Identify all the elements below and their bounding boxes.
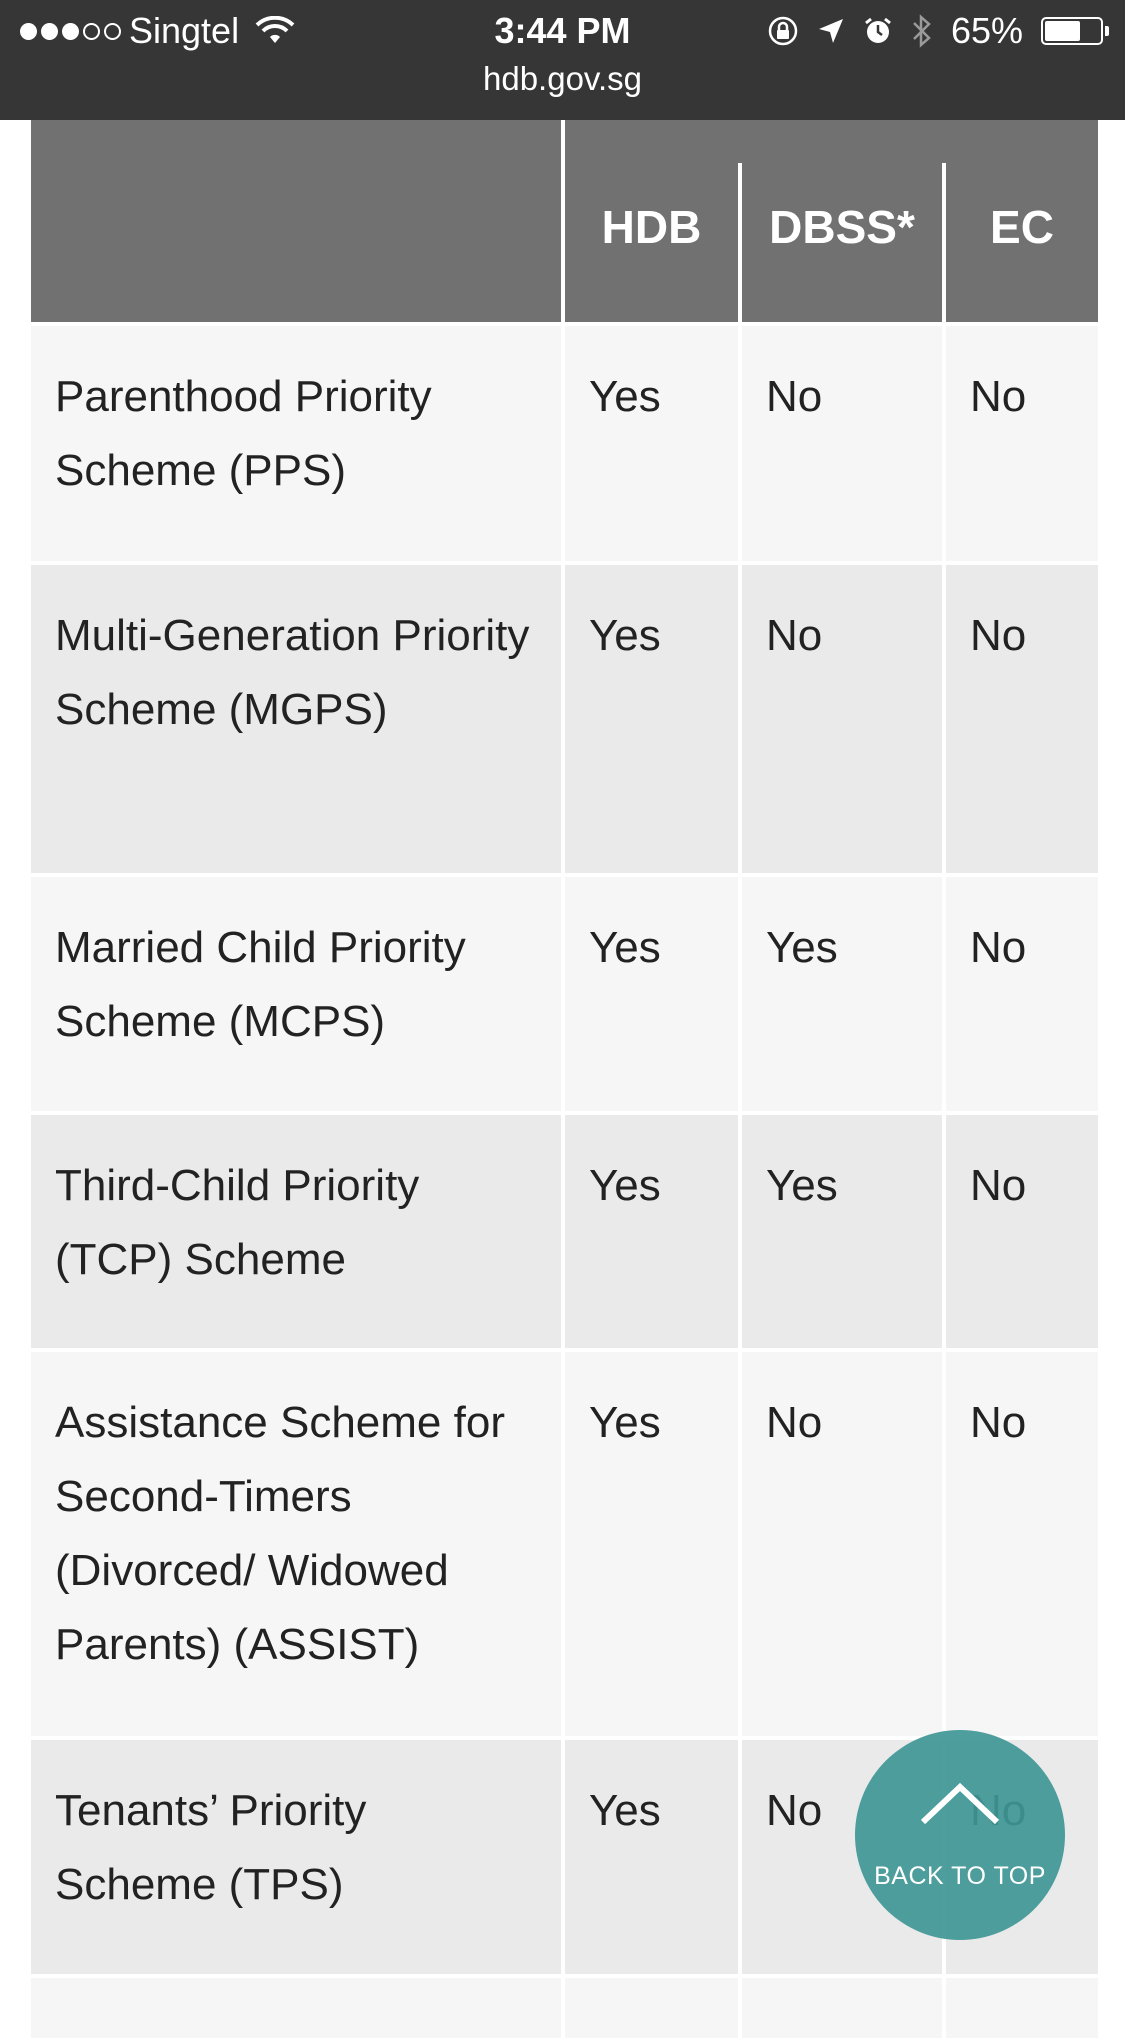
table-row-label: Parenthood Priority Scheme (PPS): [31, 326, 561, 561]
table-cell-hdb: Yes: [565, 877, 738, 1111]
header-cell-dbss: DBSS*: [742, 120, 942, 322]
header-cell-ec: EC: [946, 120, 1098, 322]
table-row-label: Married Child Priority Scheme (MCPS): [31, 877, 561, 1111]
chevron-up-icon: [919, 1782, 1001, 1826]
table-cell-dbss: No: [742, 1740, 942, 1974]
table-cell-ec: No: [946, 877, 1098, 1111]
table-cell-ec: No: [946, 1352, 1098, 1736]
clock: 3:44 PM: [494, 10, 631, 51]
table-cell-dbss: Yes: [742, 1115, 942, 1348]
table-row-partial: [31, 1978, 561, 2038]
header-cell-scheme: [31, 120, 561, 322]
table-cell-hdb: Yes: [565, 326, 738, 561]
table-cell-ec: No: [946, 1115, 1098, 1348]
table-row-label: Third-Child Priority (TCP) Scheme: [31, 1115, 561, 1348]
back-to-top-label: BACK TO TOP: [874, 1862, 1046, 1890]
table-row-label: Multi-Generation Priority Scheme (MGPS): [31, 565, 561, 873]
table-row-label: Tenants’ Priority Scheme (TPS): [31, 1740, 561, 1974]
table-cell-dbss: No: [742, 1352, 942, 1736]
url-bar[interactable]: hdb.gov.sg: [482, 60, 642, 97]
back-to-top-button[interactable]: [855, 1730, 1065, 1940]
table-cell-hdb: Yes: [565, 1740, 738, 1974]
status-right: [767, 8, 1109, 54]
status-bar: [0, 0, 1125, 120]
bluetooth-icon: [911, 13, 933, 49]
battery-icon: [1041, 17, 1109, 45]
table-cell-dbss: No: [742, 326, 942, 561]
table-cell-ec: No: [946, 326, 1098, 561]
table-cell-hdb: Yes: [565, 1352, 738, 1736]
orientation-lock-icon: [767, 15, 799, 47]
carrier-name: Singtel: [129, 10, 240, 51]
table-cell-ec: No: [946, 565, 1098, 873]
table-cell-dbss: No: [742, 565, 942, 873]
header-cell-hdb: HDB: [565, 120, 738, 322]
battery-percent: 65%: [950, 10, 1023, 51]
table-row-label: Assistance Scheme for Second-Timers (Divorced/ Widowed Parents) (ASSIST): [31, 1352, 561, 1736]
location-arrow-icon: [817, 17, 845, 45]
table-cell-hdb: Yes: [565, 565, 738, 873]
table-cell-dbss: Yes: [742, 877, 942, 1111]
alarm-icon: [863, 16, 893, 46]
table-cell-hdb: Yes: [565, 1115, 738, 1348]
